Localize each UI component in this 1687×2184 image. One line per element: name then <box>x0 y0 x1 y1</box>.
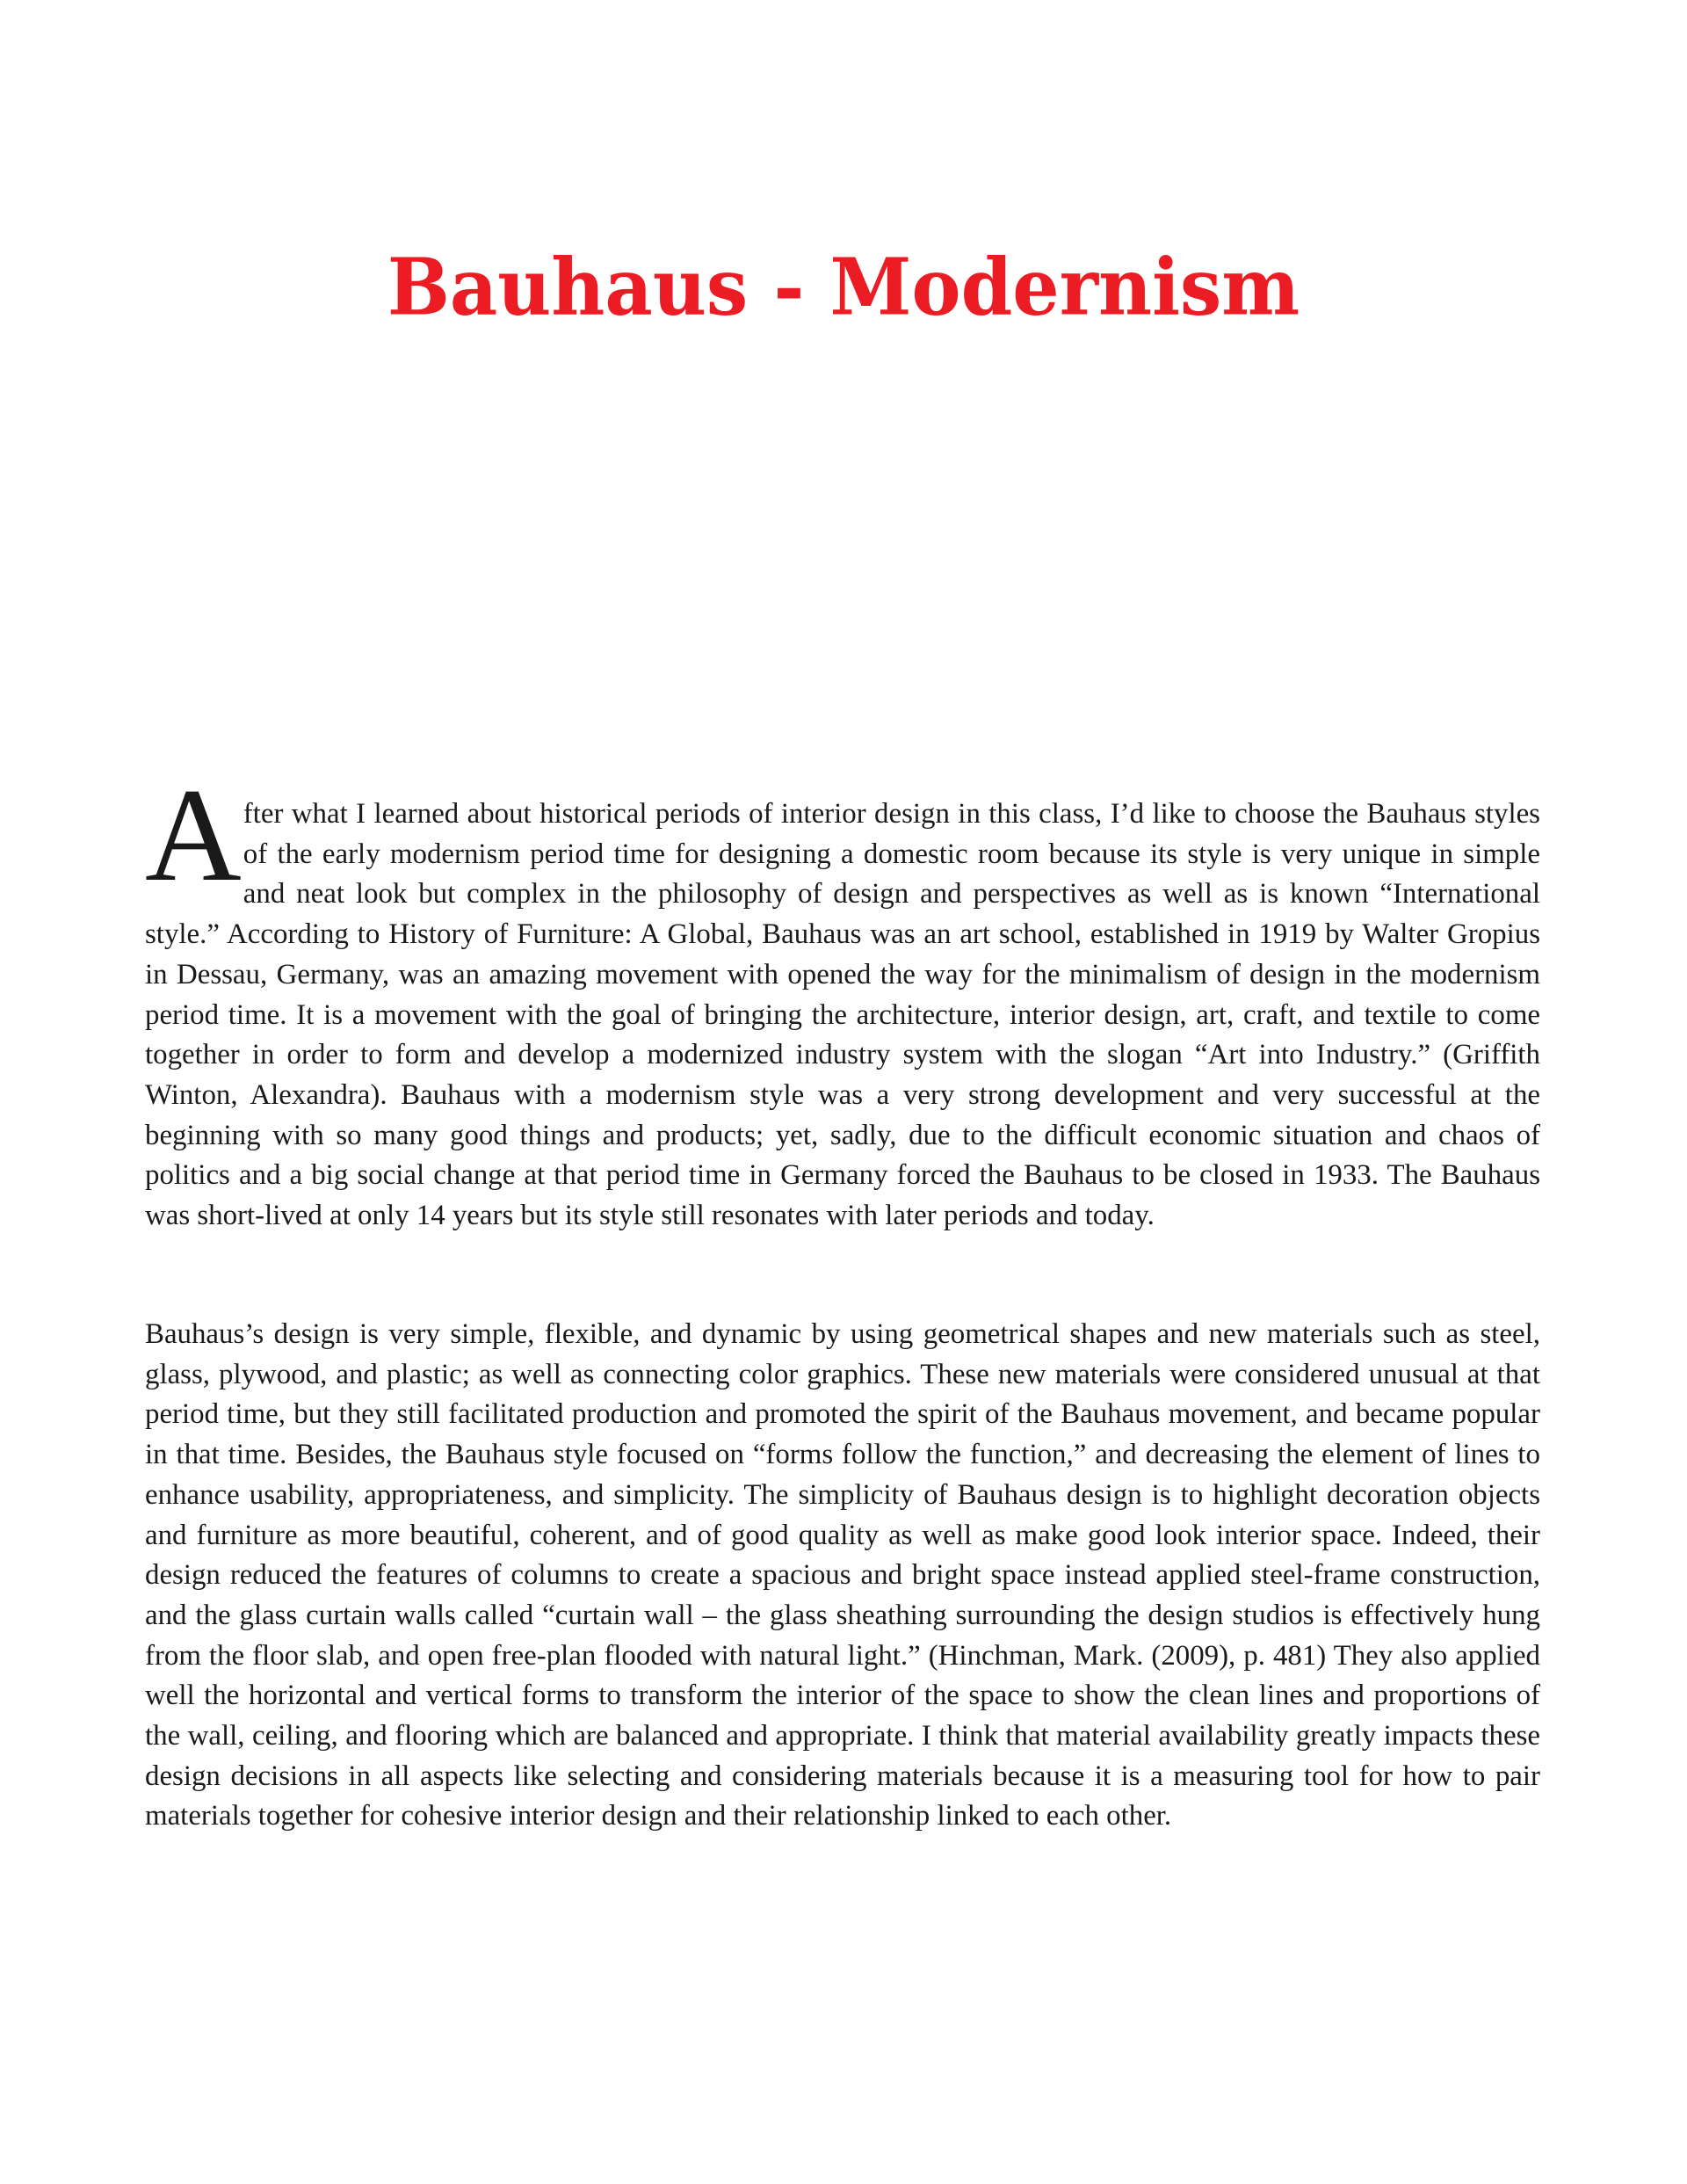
paragraph-2: Bauhaus’s design is very simple, flexible, and dynamic by using geometrical shapes and new materials such as steel, glass, plywood, and plastic; as well as connecting color graphics. These new materials were considered unusual at that period time, but they still facilitated production and promoted the spirit of the Bauhaus movement, and became popular in that time. Besides, the Bauhaus style focused on “forms follow the function,” and decreasing the element of lines to enhance usability, appropriateness, and simplicity. The simplicity of Bauhaus design is to highlight decoration objects and furniture as more beautiful, coherent, and of good quality as well as make good look interior space. Indeed, their design reduced the features of columns to create a spacious and bright space instead applied steel-frame construction, and the glass curtain walls called “curtain wall – the glass sheathing surrounding the design studios is effectively hung from the floor slab, and open free-plan flooded with natural light.” (Hinchman, Mark. (2009), p. 481) They also applied well the horizontal and vertical forms to transform the interior of the space to show the clean lines and proportions of the wall, ceiling, and flooring which are balanced and appropriate. I think that material availability greatly impacts these design decisions in all aspects like selecting and considering materials because it is a measuring tool for how to pair materials together for cohesive interior design and their relationship linked to each other. <box>145 1318 1540 1832</box>
paragraph-1-text: fter what I learned about historical periods of interior design in this class, I’d like to choose the Bauhaus styles of the early modernism period time for designing a domestic room because its style is very unique in simple and neat look but complex in the philosophy of design and perspectives as well as is known “International style.” According to History of Furniture: A Global, Bauhaus was an art school, established in 1919 by Walter Gropius in Dessau, Germany, was an amazing movement with opened the way for the minimalism of design in the modernism period time. It is a movement with the goal of bringing the architecture, interior design, art, craft, and textile to come together in order to form and develop a modernized industry system with the slogan “Art into Industry.” (Griffith Winton, Alexandra). Bauhaus with a modernism style was a very strong development and very successful at the beginning with so many good things and products; yet, sadly, due to the difficult economic situation and chaos of politics and a big social change at that period time in Germany forced the Bauhaus to be closed in 1933. The Bauhaus was short-lived at only 14 years but its style still resonates with later periods and today. <box>145 798 1540 1232</box>
paragraph-1 <box>145 761 1540 1237</box>
drop-cap-letter: A <box>145 761 242 909</box>
page-title: Bauhaus - Modernism <box>387 241 1300 333</box>
